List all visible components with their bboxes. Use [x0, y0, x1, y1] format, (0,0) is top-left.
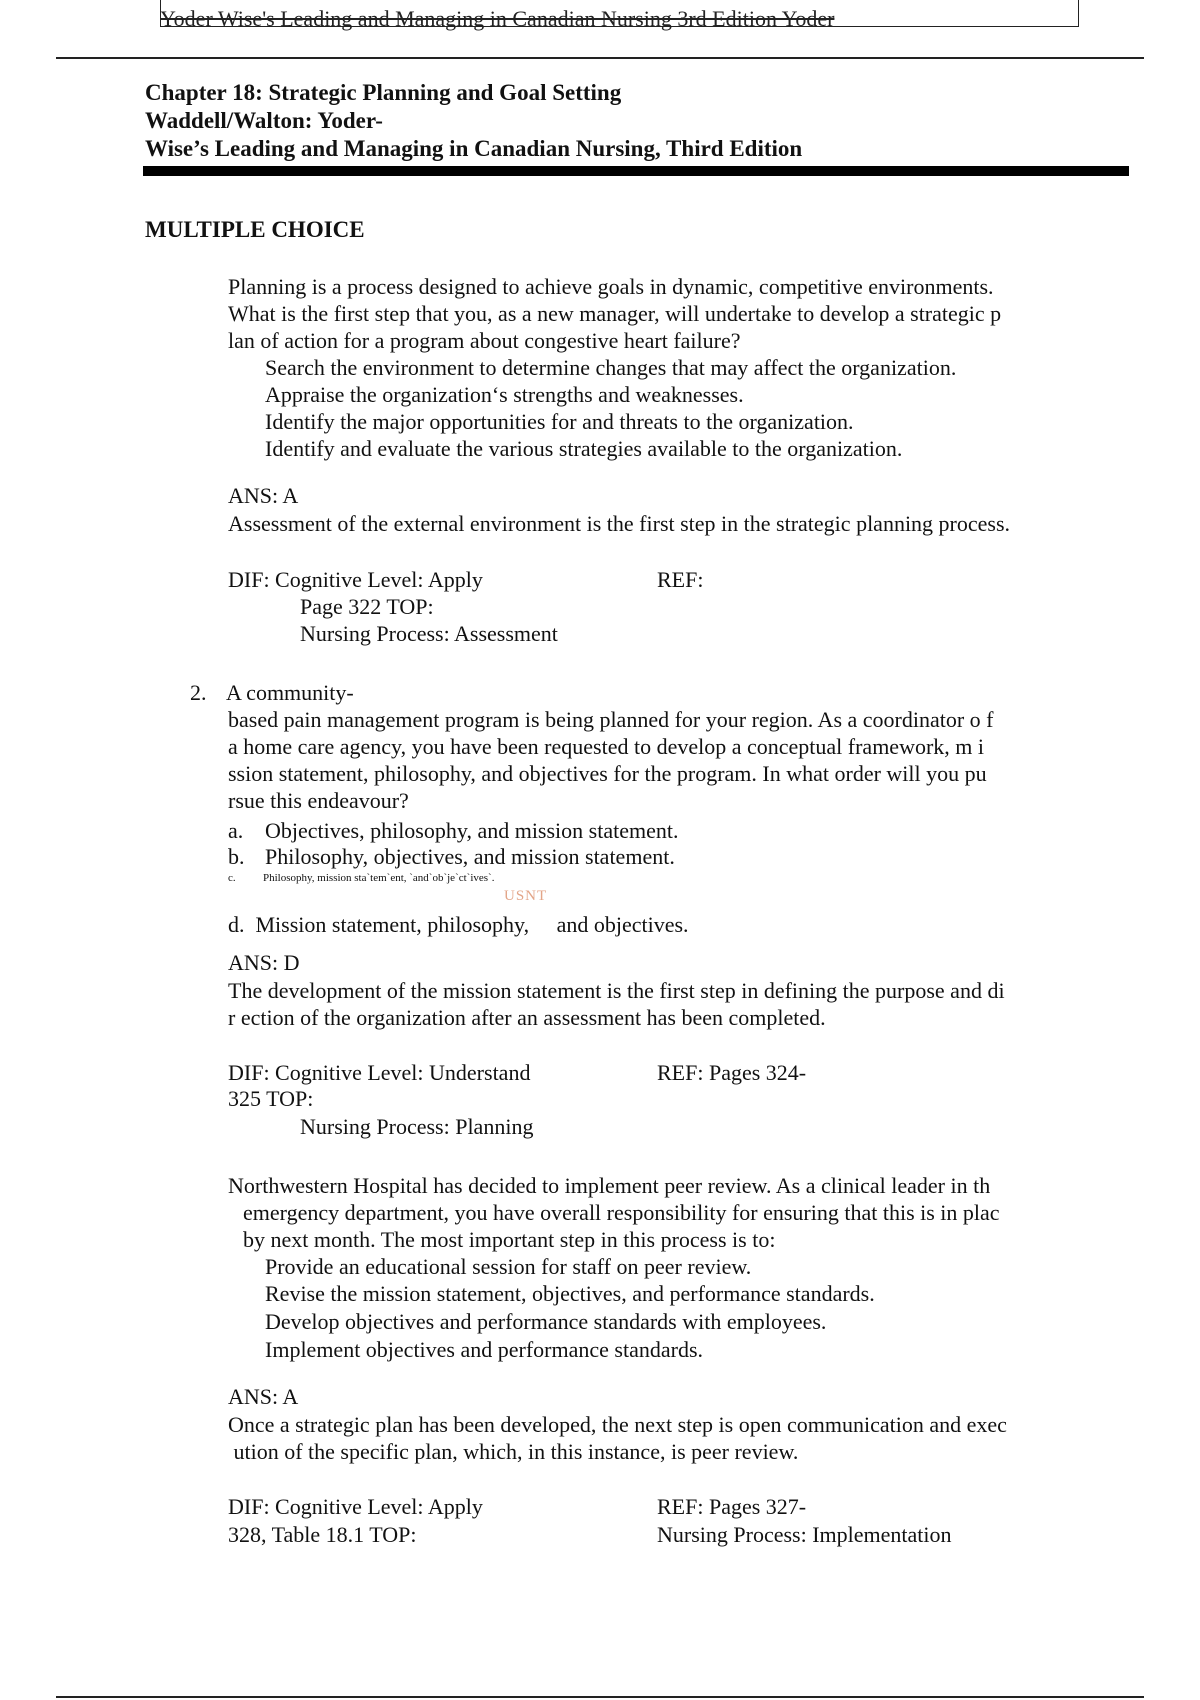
chapter-authors: Waddell/Walton: Yoder- — [145, 108, 383, 133]
q3-difficulty: DIF: Cognitive Level: Apply — [228, 1494, 483, 1519]
q3-reference-page: 328, Table 18.1 TOP: — [228, 1522, 417, 1547]
q1-reference: REF: — [657, 567, 704, 592]
q3-stem-line: Northwestern Hospital has decided to implement peer review. As a clinical leader in th — [228, 1173, 991, 1198]
header-rule — [56, 57, 1144, 59]
q1-option: Appraise the organization‘s strengths and weaknesses. — [265, 382, 744, 407]
q1-option: Identify and evaluate the various strategies available to the organization. — [265, 436, 903, 461]
q2-rationale-line: The development of the mission statement is the first step in defining the purpose and di — [228, 978, 1005, 1003]
q3-option: Provide an educational session for staff on peer review. — [265, 1254, 752, 1279]
q1-rationale: Assessment of the external environment is the first step in the strategic planning process. — [228, 511, 1011, 536]
running-title: Yoder Wise's Leading and Managing in Canadian Nursing 3rd Edition Yoder — [160, 6, 835, 31]
book-title: Wise’s Leading and Managing in Canadian Nursing, Third Edition — [145, 136, 803, 161]
q2-option-letter: a. — [228, 818, 244, 843]
q3-stem-line: by next month. The most important step in this process is to: — [243, 1227, 776, 1252]
q2-difficulty: DIF: Cognitive Level: Understand — [228, 1060, 531, 1085]
q2-number: 2. — [190, 680, 207, 705]
q2-option: Philosophy, mission sta`tem`ent, `and`ob`je`ct`ives`. — [263, 872, 495, 884]
q1-option: Search the environment to determine changes that may affect the organization. — [265, 355, 957, 380]
q2-answer: ANS: D — [228, 950, 300, 975]
q1-stem-line: lan of action for a program about congestive heart failure? — [228, 328, 741, 353]
q2-stem-line: based pain management program is being planned for your region. As a coordinator o f — [228, 707, 994, 732]
q3-nursing-process: Nursing Process: Implementation — [657, 1522, 952, 1547]
q3-answer: ANS: A — [228, 1384, 299, 1409]
q2-stem-line: A community- — [226, 680, 354, 705]
q2-option-letter: b. — [228, 844, 245, 869]
watermark: USNT — [504, 888, 548, 904]
q2-reference: REF: Pages 324- — [657, 1060, 807, 1085]
q2-stem-line: ssion statement, philosophy, and objectives for the program. In what order will you pu — [228, 761, 987, 786]
q1-reference-page: Page 322 TOP: — [300, 594, 434, 619]
q2-option: Philosophy, objectives, and mission statement. — [265, 844, 675, 869]
q2-option-letter: c. — [228, 872, 236, 884]
footer-rule — [56, 1696, 1144, 1698]
q1-nursing-process: Nursing Process: Assessment — [300, 621, 558, 646]
q2-stem-line: a home care agency, you have been requested to develop a conceptual framework, m i — [228, 734, 985, 759]
title-rule — [143, 166, 1129, 176]
q2-stem-line: rsue this endeavour? — [228, 788, 409, 813]
q3-stem-line: emergency department, you have overall responsibility for ensuring that this is in plac — [243, 1200, 1000, 1225]
q1-stem-line: What is the first step that you, as a new manager, will undertake to develop a strategic p — [228, 301, 1002, 326]
q3-rationale-line: Once a strategic plan has been developed, the next step is open communication and exec — [228, 1412, 1007, 1437]
section-title: MULTIPLE CHOICE — [145, 217, 365, 242]
q3-option: Implement objectives and performance standards. — [265, 1337, 704, 1362]
q1-stem-line: Planning is a process designed to achieve goals in dynamic, competitive environments. — [228, 274, 994, 299]
q2-rationale-line: r ection of the organization after an assessment has been completed. — [228, 1005, 826, 1030]
q2-option: Objectives, philosophy, and mission statement. — [265, 818, 679, 843]
q2-option: d. Mission statement, philosophy, and objectives. — [228, 912, 689, 937]
q3-option: Develop objectives and performance standards with employees. — [265, 1309, 827, 1334]
q3-reference: REF: Pages 327- — [657, 1494, 807, 1519]
q1-answer: ANS: A — [228, 483, 299, 508]
q3-rationale-line: ution of the specific plan, which, in this instance, is peer review. — [228, 1439, 799, 1464]
q1-option: Identify the major opportunities for and threats to the organization. — [265, 409, 854, 434]
chapter-title: Chapter 18: Strategic Planning and Goal Setting — [145, 80, 622, 105]
q1-difficulty: DIF: Cognitive Level: Apply — [228, 567, 483, 592]
q3-option: Revise the mission statement, objectives, and performance standards. — [265, 1281, 875, 1306]
q2-nursing-process: Nursing Process: Planning — [300, 1114, 534, 1139]
q2-reference-page: 325 TOP: — [228, 1086, 314, 1111]
